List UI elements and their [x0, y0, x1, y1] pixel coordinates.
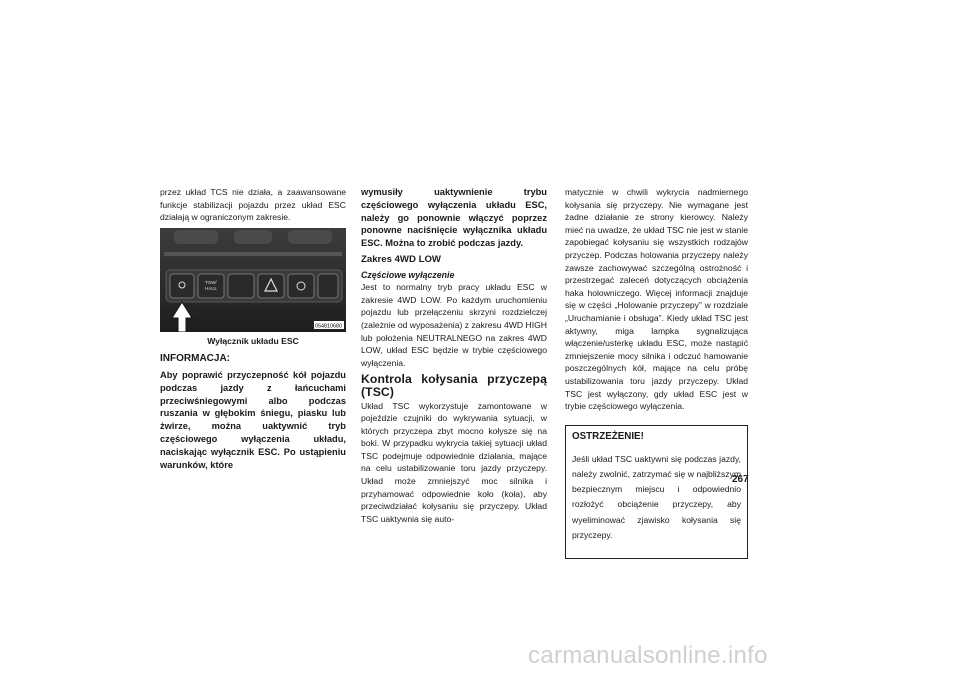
page-number: 267 — [732, 474, 749, 485]
watermark: carmanualsonline.info — [528, 642, 768, 669]
intro-paragraph: przez układ TCS nie działa, a zaawansowane funkcje stabilizacji pojazdu przez układ ESC działają w ograniczonym zakresie. — [160, 187, 346, 223]
tow-haul-label: TOW/ — [205, 279, 217, 285]
heading-tsc: Kontrola kołysania przyczepą (TSC) — [361, 372, 547, 399]
info-text-continued: wymusiły uaktywnienie trybu częściowego wyłączenia układu ESC, należy go ponownie włączyć poprzez ponowne naciśnięcie wyłącznika układu ESC. Można to zrobić podczas jazdy. — [361, 187, 547, 249]
warning-box — [565, 425, 748, 559]
info-heading: INFORMACJA: — [160, 353, 230, 365]
heading-4wd-low: Zakres 4WD LOW — [361, 253, 441, 265]
svg-text:HAUL: HAUL — [205, 285, 218, 291]
column-left — [160, 186, 346, 471]
info-text: Aby poprawić przyczepność kół pojazdu podczas jazdy z łańcuchami przeciwśniegowymi albo podczas ruszania w głębokim śniegu, piasku lub żwirze, można uaktywnić tryb częściowego wyłączenia układu, naciskając wyłącznik ESC. Po ustąpieniu warunków, które — [160, 369, 346, 470]
warning-text: Jeśli układ TSC uaktywni się podczas jazdy, należy zwolnić, zatrzymać się w najbliższym bezpiecznym miejscu i odpowiednio rozłożyć obciążenie przyczepy, aby wyeliminować zjawisko kołysania się przyczepy. — [572, 453, 741, 540]
column-right — [565, 186, 748, 559]
esc-switch-photo — [160, 228, 346, 332]
paragraph-4wd-low: Jest to normalny tryb pracy układu ESC w zakresie 4WD LOW. Po każdym uruchomieniu pojazdu lub przełączeniu skrzyni rozdzielczej (zależnie od wyposażenia) z zakresu 4WD HIGH lub położenia NEUTRALNEGO na zakres 4WD LOW, układ ESC będzie w trybie częściowego wyłączenia. — [361, 282, 547, 368]
paragraph-tsc-continued: matycznie w chwili wykrycia nadmiernego kołysania się przyczepy. Nie wymagane jest żadne działanie ze strony kierowcy. Należy mieć na uwadze, że układ TSC nie jest w stanie zapobiegać kołysaniu się wszystkich rodzajów przyczep. Podczas holowania przyczepy należy zawsze zachowywać szczególną ostrożność i przestrzegać zaleceń dotyczących obciążenia haka holowniczego. Więcej informacji znajduje się w części „Holowanie przyczepy” w rozdziale „Uruchamianie i obsługa”. Kiedy układ TSC jest aktywny, miga lampka sygnalizująca włączenie/usterkę układu ESC, może nastąpić zmniejszenie mocy silnika i odczuć hamowanie poszczególnych kół, mające na celu próbę ustabilizowania toru jazdy przyczepy. Układ TSC jest wyłączony, gdy układ ESC jest w trybie częściowego wyłączenia. — [565, 187, 748, 412]
column-middle — [361, 186, 547, 525]
figure-code: 054810680 — [315, 323, 342, 330]
heading-partial-off: Częściowe wyłączenie — [361, 269, 455, 280]
paragraph-tsc: Układ TSC wykorzystuje zamontowane w pojeździe czujniki do wykrywania sytuacji, w których przyczepa zbyt mocno kołysze się na boki. W przypadku wykrycia takiej sytuacji układ TSC podejmuje odpowiednie działania, mające na celu ustabilizowanie toru jazdy przyczepy. Układ może zmniejszyć moc silnika i przyhamować odpowiednie koło (koła), aby przeciwdziałać kołysaniu się przyczepy. Układ TSC uaktywnia się auto- — [361, 400, 547, 524]
esc-switch-figure — [160, 228, 346, 332]
figure-caption: Wyłącznik układu ESC — [207, 335, 299, 346]
warning-title: OSTRZEŻENIE! — [572, 430, 644, 442]
